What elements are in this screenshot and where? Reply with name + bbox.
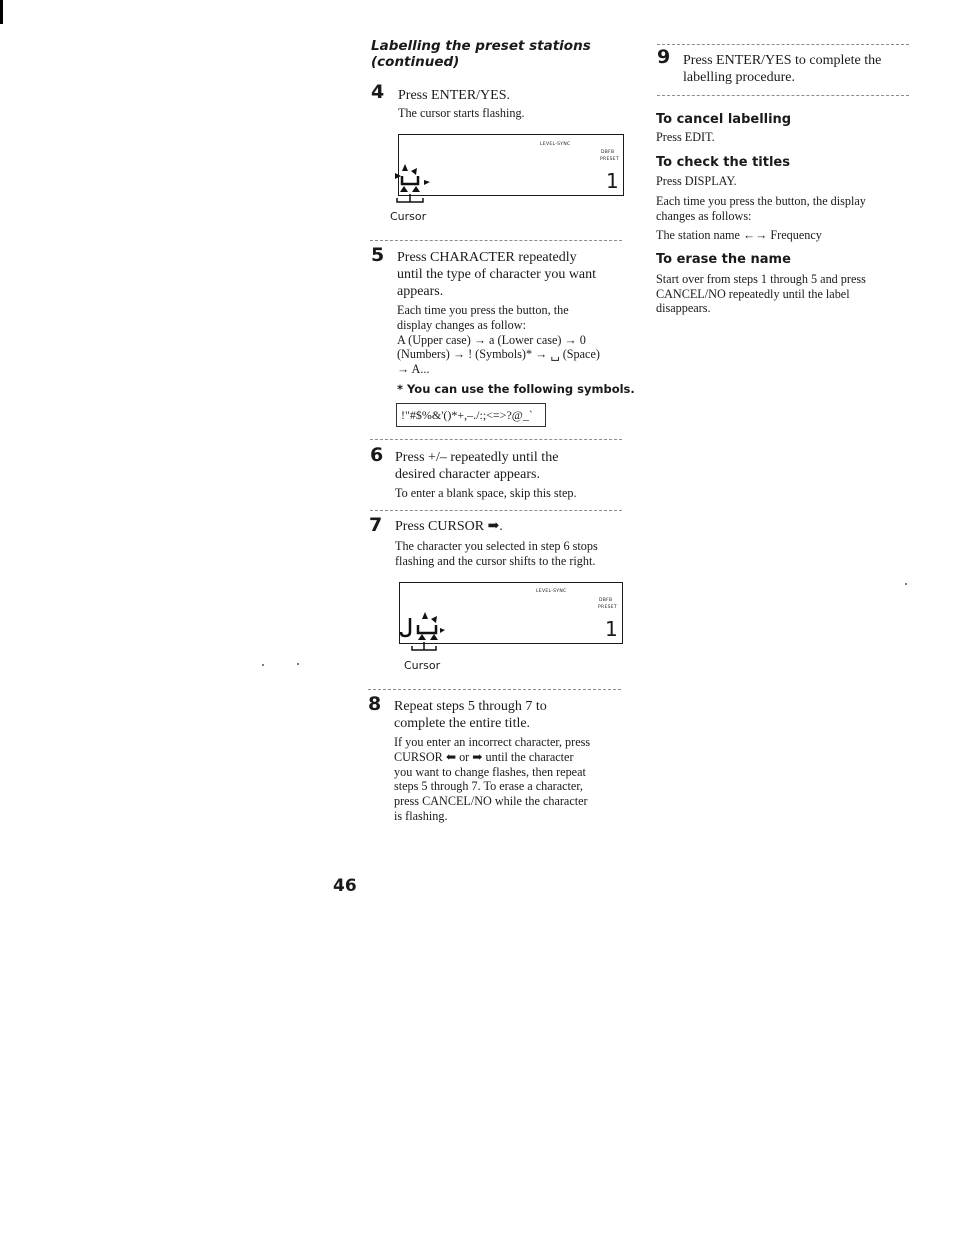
step-8-detail-line: CURSOR ⬅ or ➡ until the character <box>394 749 574 764</box>
step-5-instruction <box>397 249 596 300</box>
step-9-number: 9 <box>657 46 671 68</box>
step-8-detail <box>394 735 590 824</box>
erase-name-line: Start over from steps 1 through 5 and press <box>656 272 866 286</box>
step-5-number: 5 <box>371 244 385 266</box>
step-5-line: Press CHARACTER repeatedly <box>397 250 577 265</box>
preset-digit: 1 <box>606 169 619 193</box>
level-sync-indicator: LEVEL-SYNC <box>540 142 571 147</box>
step-5-detail <box>397 303 600 377</box>
divider <box>657 95 909 96</box>
dbfb-indicator: DBFB <box>601 150 615 155</box>
step-9-instruction <box>683 52 881 86</box>
preset-indicator: PRESET <box>600 157 619 162</box>
page-number: 46 <box>333 876 357 896</box>
cancel-labelling-text: Press EDIT. <box>656 130 715 144</box>
step-5-line: until the type of character you want <box>397 267 597 282</box>
divider <box>370 240 622 241</box>
level-sync-indicator: LEVEL-SYNC <box>536 589 567 594</box>
step-7-detail-line: flashing and the cursor shifts to the right. <box>395 553 596 568</box>
display-toggle-flow: The station name ←→ Frequency <box>656 228 822 242</box>
step-5-detail-line: A (Upper case) → a (Lower case) → 0 <box>397 332 586 347</box>
step-5-detail-line: (Numbers) → ! (Symbols)* → ␣ (Space) <box>397 347 600 362</box>
erase-name-line: disappears. <box>656 301 711 315</box>
divider <box>370 439 622 440</box>
check-titles-text: Press DISPLAY. <box>656 174 737 188</box>
step-5-detail-line: → A... <box>397 362 430 377</box>
divider <box>657 44 909 45</box>
check-titles-line: Each time you press the button, the display <box>656 194 866 208</box>
step-7-number: 7 <box>369 514 383 536</box>
check-titles-paragraph <box>656 194 866 223</box>
step-5-detail-line: display changes as follow: <box>397 317 526 332</box>
preset-digit: 1 <box>605 617 618 641</box>
step-8-instruction <box>394 698 547 732</box>
step-6-line: Press +/– repeatedly until the <box>395 450 559 465</box>
step-7-detail <box>395 539 598 569</box>
step-8-detail-line: steps 5 through 7. To erase a character, <box>394 779 583 794</box>
section-title <box>371 38 591 70</box>
check-titles-heading: To check the titles <box>656 155 790 170</box>
step-8-line: Repeat steps 5 through 7 to <box>394 699 547 714</box>
step-6-detail: To enter a blank space, skip this step. <box>395 486 577 500</box>
step-6-instruction <box>395 449 558 483</box>
section-title-line1: Labelling the preset stations <box>371 38 591 54</box>
flashing-cursor-icon <box>392 160 436 210</box>
cursor-caption-1: Cursor <box>390 210 427 223</box>
scan-speck <box>297 663 299 665</box>
divider <box>370 510 622 511</box>
divider <box>368 689 621 690</box>
shifted-cursor-icon <box>398 608 446 658</box>
step-8-detail-line: you want to change flashes, then repeat <box>394 764 586 779</box>
erase-name-heading: To erase the name <box>656 252 791 267</box>
step-8-detail-line: If you enter an incorrect character, press <box>394 735 591 749</box>
section-title-line2: (continued) <box>371 54 460 70</box>
preset-indicator: PRESET <box>598 605 617 610</box>
cursor-caption-2: Cursor <box>404 659 441 672</box>
step-8-number: 8 <box>368 693 382 715</box>
step-8-detail-line: is flashing. <box>394 808 448 823</box>
dbfb-indicator: DBFB <box>599 598 613 603</box>
step-4-instruction: Press ENTER/YES. <box>398 88 510 103</box>
erase-name-line: CANCEL/NO repeatedly until the label <box>656 286 850 301</box>
page-edge-mark <box>0 0 3 24</box>
symbols-note: * You can use the following symbols. <box>397 382 635 396</box>
check-titles-line: changes as follows: <box>656 208 752 223</box>
step-6-line: desired character appears. <box>395 467 540 482</box>
symbols-list-box: !"#$%&'()*+,–./:;<=>?@_` <box>396 403 546 427</box>
scan-speck <box>262 664 264 666</box>
step-4-detail: The cursor starts flashing. <box>398 106 525 120</box>
step-5-line: appears. <box>397 284 444 299</box>
erase-name-text <box>656 272 866 316</box>
step-4-number: 4 <box>371 81 385 103</box>
step-8-detail-line: press CANCEL/NO while the character <box>394 794 588 809</box>
cancel-labelling-heading: To cancel labelling <box>656 112 792 127</box>
step-9-line: Press ENTER/YES to complete the <box>683 53 882 68</box>
step-8-line: complete the entire title. <box>394 716 531 731</box>
step-9-line: labelling procedure. <box>683 70 795 85</box>
step-6-number: 6 <box>370 444 384 466</box>
step-5-detail-line: Each time you press the button, the <box>397 303 569 317</box>
step-7-detail-line: The character you selected in step 6 stops <box>395 539 598 553</box>
scan-speck <box>905 583 907 585</box>
step-7-instruction: Press CURSOR ➡. <box>395 519 503 534</box>
